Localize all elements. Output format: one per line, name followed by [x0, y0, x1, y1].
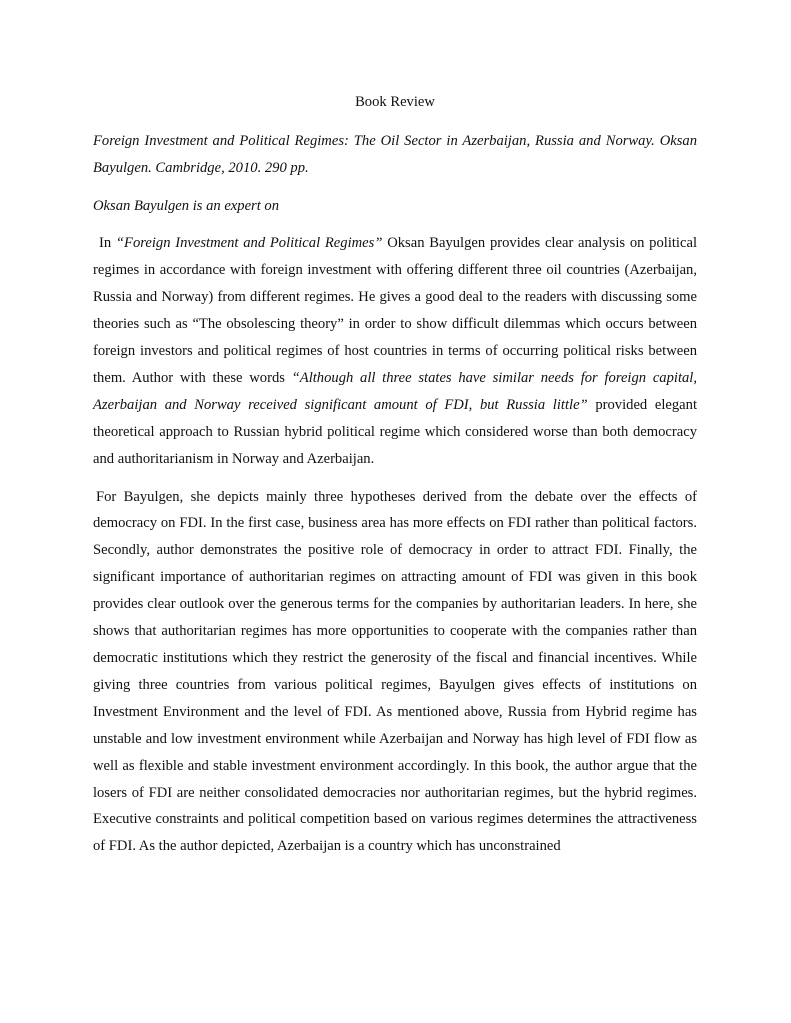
book-citation: Foreign Investment and Political Regimes: The Oil Sector in Azerbaijan, Russia and Norway. Oksan Bayulgen. Cambridge, 2010. 290 pp. [93, 133, 697, 176]
book-title-quote: “Foreign Investment and Political Regimes” [115, 235, 383, 252]
paragraph-2: For Bayulgen, she depicts mainly three hypotheses derived from the debate over the effects of democracy on FDI. In the first case, business area has more effects on FDI rather than political factors. Secondly, author demonstrates the positive role of democracy in order to attract FDI. Finally, the significant importance of authoritarian regimes on attracting amount of FDI was given in this book provides clear outlook over the generous terms for the companies by authoritarian leaders. In here, she shows that authoritarian regimes has more opportunities to cooperate with the companies rather than democratic institutions which they restrict the generosity of the fiscal and financial incentives. While giving three countries from various political regimes, Bayulgen gives effects of institutions on Investment Environment and the level of FDI. As mentioned above, Russia from Hybrid regime has unstable and low investment environment while Azerbaijan and Norway has high level of FDI flow as well as flexible and stable investment environment accordingly. In this book, the author argue that the losers of FDI are neither consolidated democracies nor authoritarian regimes, but the hybrid regimes. Executive constraints and political competition based on various regimes determines the attractiveness of FDI. As the author depicted, Azerbaijan is a country which has unconstrained [93, 488, 697, 855]
intro-line: Oksan Bayulgen is an expert on [93, 197, 280, 214]
document-page [93, 92, 697, 871]
paragraph-1-text-b: provided elegant theoretical approach to Russian hybrid political regime which considered worse than both democracy and authoritarianism in Norway and Azerbaijan. [93, 396, 697, 467]
paragraph-1 [93, 230, 697, 472]
author-quote: “Although all three states have similar needs for foreign capital, Azerbaijan and Norway received significant amount of FDI, but Russia little” [93, 369, 697, 413]
document-title: Book Review [355, 94, 435, 110]
paragraph-1-text-a: Oksan Bayulgen provides clear analysis on political regimes in accordance with foreign investment with offering different three oil countries (Azerbaijan, Russia and Norway) from different regimes. He gives a good deal to the readers with discussing some theories such as “The obsolescing theory” in order to show difficult dilemmas which occurs between foreign investors and political regimes of host countries in terms of occurring political risks between them. Author with these words [93, 235, 697, 386]
paragraph-1-lead: In [99, 235, 116, 252]
